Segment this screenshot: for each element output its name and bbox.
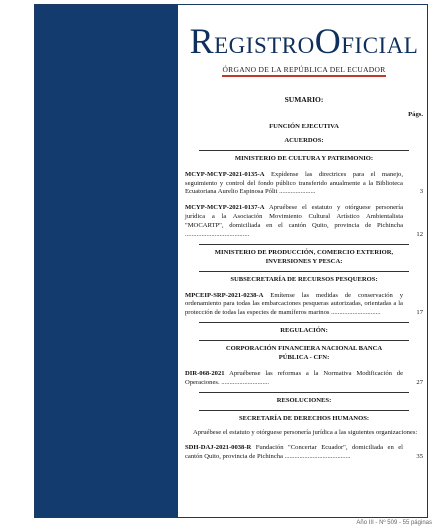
logo-text-egistro: EGISTRO bbox=[214, 33, 315, 58]
summary-entry[interactable] bbox=[185, 370, 423, 388]
gazette-page bbox=[34, 4, 428, 518]
masthead bbox=[185, 23, 423, 77]
entry-code: MCYP-MCYP-2021-0135-A bbox=[185, 170, 265, 178]
divider bbox=[199, 271, 409, 272]
section-funcion: FUNCIÓN EJECUTIVA bbox=[269, 123, 339, 131]
divider bbox=[199, 150, 409, 151]
entry-text: Apruébese el estatuto y otórguese personería jurídica a la Asociación Movimiento Cultural Artístico Ambientalista "MOCARTP", domiciliada en el cantón Quito, provincia de Pichincha ....................................... bbox=[185, 204, 403, 239]
entry-page-number: 27 bbox=[416, 378, 423, 386]
entry-text: Emítense las medidas de conservación y ordenamiento para todas las embarcaciones pesqueras autorizadas, orientadas a la protección de todas las especies de mamíferos marinos .............................. bbox=[185, 291, 403, 317]
section-ministerio-cultura: MINISTERIO DE CULTURA Y PATRIMONIO: bbox=[234, 154, 374, 162]
blue-sidebar bbox=[35, 5, 178, 517]
section-acuerdos: ACUERDOS: bbox=[284, 136, 324, 144]
entry-code: MCYP-MCYP-2021-0137-A bbox=[185, 204, 265, 212]
summary-entry[interactable] bbox=[185, 171, 423, 198]
pages-label: Págs. bbox=[408, 111, 423, 119]
summary-entry[interactable] bbox=[185, 204, 423, 240]
issue-footer: Año III - Nº 509 - 55 páginas bbox=[356, 520, 432, 526]
divider bbox=[199, 392, 409, 393]
section-subsecretaria: SUBSECRETARÍA DE RECURSOS PESQUEROS: bbox=[230, 275, 378, 283]
summary-entry[interactable] bbox=[185, 444, 423, 462]
entry-code: DIR-068-2021 bbox=[185, 369, 225, 377]
entry-code: SDH-DAJ-2021-0038-R bbox=[185, 444, 252, 452]
divider bbox=[199, 340, 409, 341]
divider bbox=[199, 322, 409, 323]
section-secretaria: SECRETARÍA DE DERECHOS HUMANOS: bbox=[238, 414, 370, 422]
entry-text: Expídense las directrices para el manejo, seguimiento y control del fondo público transferido anualmente a la Biblioteca Ecuatoriana Aurelio Espinosa Pólit ...................... bbox=[185, 170, 403, 196]
entry-page-number: 3 bbox=[419, 188, 423, 196]
section-corporacion: CORPORACIÓN FINANCIERA NACIONAL BANCA PÚBLICA - CFN: bbox=[225, 345, 383, 362]
logo-text-ficial: FICIAL bbox=[341, 33, 419, 58]
summary-entry[interactable] bbox=[185, 292, 423, 319]
section-regulacion: REGULACIÓN: bbox=[280, 327, 328, 335]
section-resoluciones: RESOLUCIONES: bbox=[276, 396, 332, 404]
entry-page-number: 17 bbox=[416, 309, 423, 317]
entry-code: MPCEIP-SRP-2021-0238-A bbox=[185, 291, 264, 299]
entry-text: Apruébense las reformas a la Normativa Modificación de Operaciones. ............................. bbox=[185, 369, 403, 386]
logo-letter-r: R bbox=[189, 21, 215, 61]
secretaria-description: Apruébese el estatuto y otórguese personería jurídica a las siguientes organizaciones: bbox=[193, 428, 418, 436]
entry-page-number: 12 bbox=[416, 231, 423, 239]
section-ministerio-produccion: MINISTERIO DE PRODUCCIÓN, COMERCIO EXTERIOR, INVERSIONES Y PESCA: bbox=[214, 248, 394, 265]
divider bbox=[199, 244, 409, 245]
divider bbox=[199, 410, 409, 411]
logo-letter-o: O bbox=[314, 21, 342, 61]
registro-oficial-logo bbox=[185, 23, 423, 59]
entry-page-number: 35 bbox=[416, 453, 423, 461]
masthead-subtitle: ÓRGANO DE LA REPÚBLICA DEL ECUADOR bbox=[222, 65, 385, 77]
summary-content bbox=[185, 95, 423, 462]
summary-title: SUMARIO: bbox=[284, 95, 324, 104]
entry-text: Fundación "Concertar Ecuador", domiciliada en el cantón Quito, provincia de Pichincha ........................................ bbox=[185, 444, 403, 461]
